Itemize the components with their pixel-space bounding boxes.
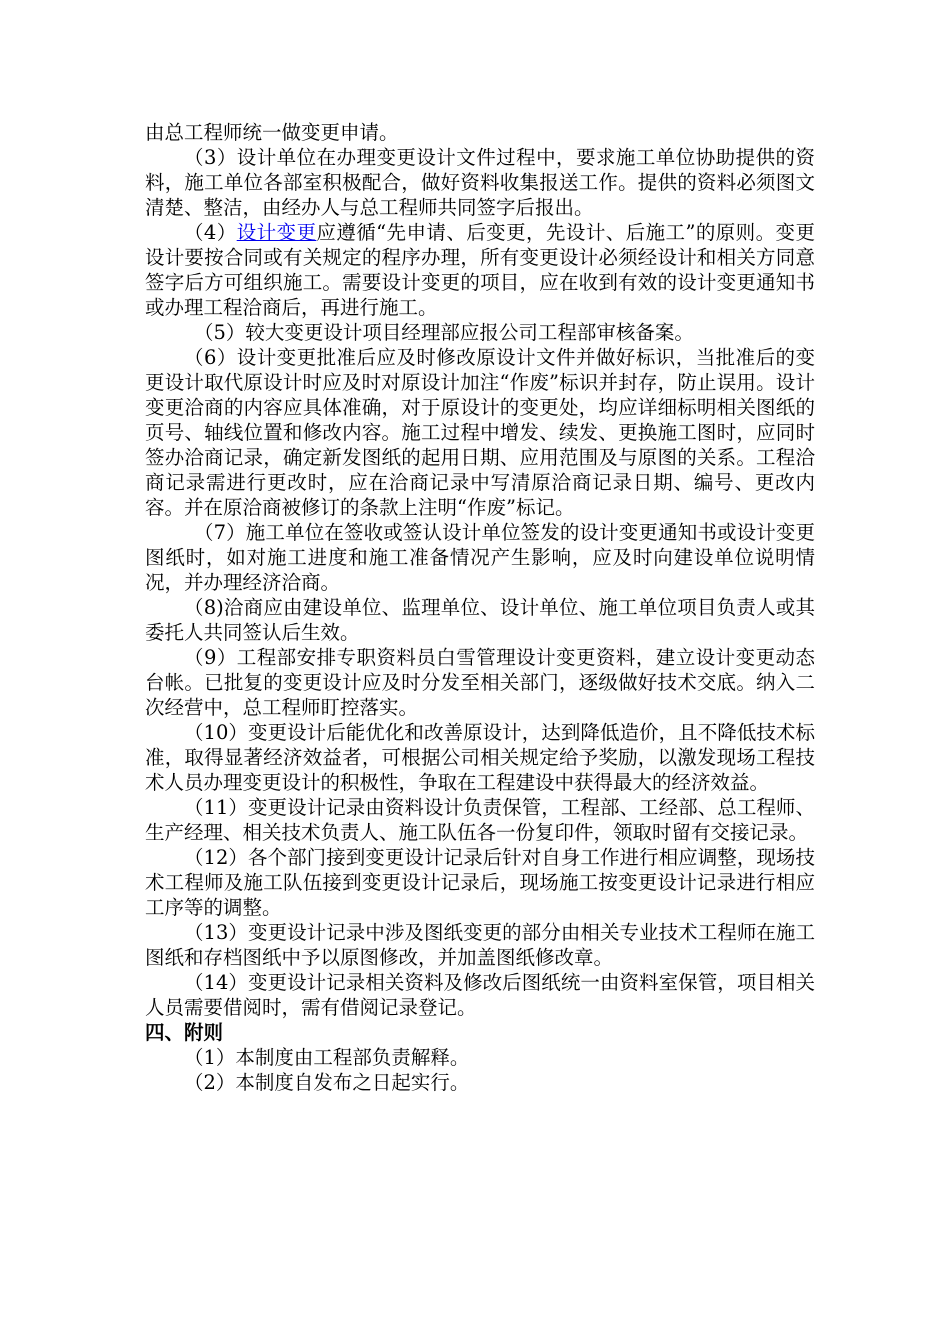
document-page	[145, 120, 815, 1095]
design-change-link[interactable]: 设计变更	[236, 221, 317, 244]
paragraph-item-11: （11）变更设计记录由资料设计负责保管，工程部、工经部、总工程师、生产经理、相关技术负责人、施工队伍各一份复印件，领取时留有交接记录。	[145, 796, 815, 844]
paragraph-item-6: （6）设计变更批准后应及时修改原设计文件并做好标识，当批准后的变更设计取代原设计时应及时对原设计加注“作废”标识并封存，防止误用。设计变更洽商的内容应具体准确，对于原设计的变更处，均应详细标明相关图纸的页号、轴线位置和修改内容。施工过程中增发、续发、更换施工图时，应同时签办洽商记录，确定新发图纸的起用日期、应用范围及与原图的关系。工程洽商记录需进行更改时，应在洽商记录中写清原洽商记录日期、编号、更改内容。并在原洽商被修订的条款上注明“作废”标记。	[145, 346, 815, 519]
appendix-item-1: （1）本制度由工程部负责解释。	[184, 1046, 470, 1069]
paragraph-item-4	[145, 220, 815, 320]
paragraph-continuation: 由总工程师统一做变更申请。	[145, 121, 399, 144]
paragraph-item-7: （7）施工单位在签收或签认设计单位签发的设计变更通知书或设计变更图纸时，如对施工进度和施工准备情况产生影响，应及时向建设单位说明情况，并办理经济洽商。	[145, 521, 815, 594]
appendix-item-2: （2）本制度自发布之日起实行。	[184, 1071, 470, 1094]
paragraph-item-14: （14）变更设计记录相关资料及修改后图纸统一由资料室保管，项目相关人员需要借阅时，需有借阅记录登记。	[145, 971, 815, 1019]
item-4-text: 应遵循“先申请、后变更，先设计、后施工”的原则。变更设计要按合同或有关规定的程序办理，所有变更设计必须经设计和相关方同意签字后方可组织施工。需要设计变更的项目，应在收到有效的设计变更通知书或办理工程洽商后，再进行施工。	[145, 221, 815, 319]
paragraph-item-8: （8)洽商应由建设单位、监理单位、设计单位、施工单位项目负责人或其委托人共同签认后生效。	[145, 596, 815, 644]
paragraph-item-9: （9）工程部安排专职资料员白雪管理设计变更资料，建立设计变更动态台帐。已批复的变更设计应及时分发至相关部门，逐级做好技术交底。纳入二次经营中，总工程师盯控落实。	[145, 646, 815, 719]
item-4-prefix: （4）	[184, 221, 237, 244]
paragraph-item-10: （10）变更设计后能优化和改善原设计，达到降低造价，且不降低技术标准，取得显著经济效益者，可根据公司相关规定给予奖励，以激发现场工程技术人员办理变更设计的积极性，争取在工程建设中获得最大的经济效益。	[145, 721, 815, 794]
paragraph-item-12: （12）各个部门接到变更设计记录后针对自身工作进行相应调整，现场技术工程师及施工队伍接到变更设计记录后，现场施工按变更设计记录进行相应工序等的调整。	[145, 846, 815, 919]
paragraph-item-5: （5）较大变更设计项目经理部应报公司工程部审核备案。	[194, 321, 694, 344]
paragraph-item-3: （3）设计单位在办理变更设计文件过程中，要求施工单位协助提供的资料，施工单位各部室积极配合，做好资料收集报送工作。提供的资料必须图文清楚、整洁，由经办人与总工程师共同签字后报出。	[145, 146, 815, 219]
paragraph-item-13: （13）变更设计记录中涉及图纸变更的部分由相关专业技术工程师在施工图纸和存档图纸中予以原图修改，并加盖图纸修改章。	[145, 921, 815, 969]
section-heading: 四、附则	[145, 1021, 224, 1044]
